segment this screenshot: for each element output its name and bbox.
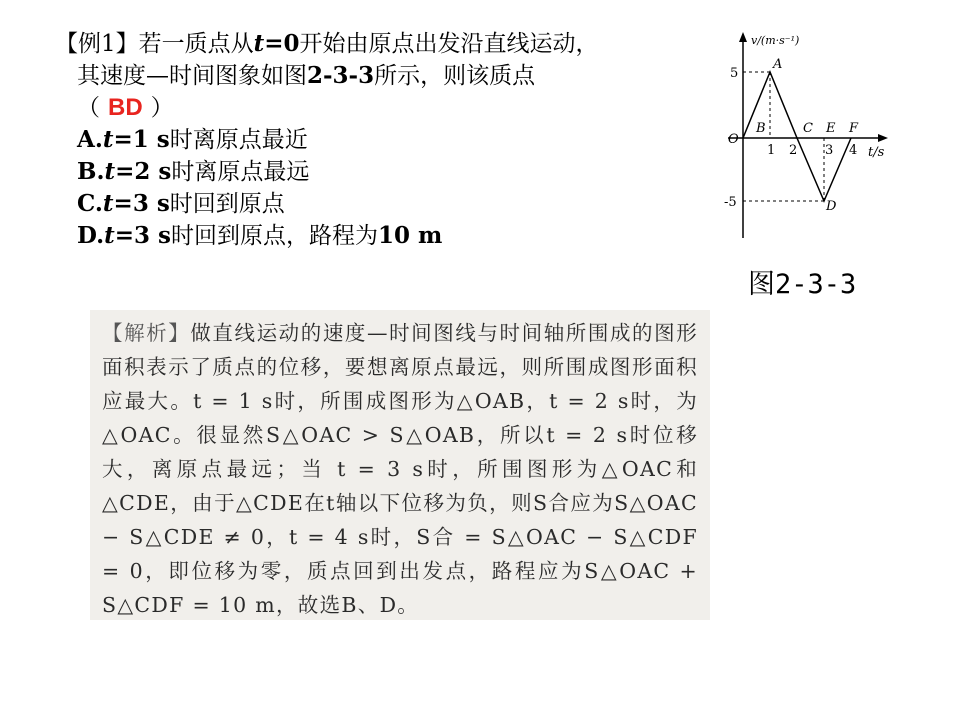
- option-value: =3 s: [113, 190, 170, 217]
- solution-box: [90, 310, 710, 620]
- option-text: 时回到原点: [169, 191, 285, 217]
- option-d: [55, 220, 705, 252]
- option-letter: D.: [77, 222, 105, 249]
- point-e-label: E: [826, 121, 836, 136]
- option-value: =3 s: [114, 222, 171, 249]
- y-axis-label: v/(m·s⁻¹): [751, 34, 800, 47]
- point-f-label: F: [849, 121, 859, 136]
- option-letter: B.: [77, 158, 105, 185]
- t0-value: =0: [264, 30, 300, 57]
- y-tick-5: 5: [730, 66, 739, 81]
- answer-line: [55, 92, 705, 124]
- solution-text: 做直线运动的速度—时间图线与时间轴所围成的图形面积表示了质点的位移，要想离原点最远，则所围成图形面积应最大。t = 1 s时，所围成图形为△OAB，t = 2 s时，为△OAC。很显然S△OAC > S△OAB，所以t = 2 s时位移大，离原点最远；当 t = 3 s时，所围图形为△OAC和△CDE，由于△CDE在t轴以下位移为负，则S合应为S△OAC − S△CDE ≠ 0，t = 4 s时，S合 = S△OAC − S△CDF = 0，即位移为零，质点回到出发点，路程应为S△OAC + S△CDF = 10 m，故选B、D。: [102, 321, 698, 617]
- question-line2-text: 其速度—时间图象如图: [77, 63, 307, 89]
- question-prefix: 【例1】若一质点从: [55, 31, 254, 57]
- question-block: [55, 28, 705, 252]
- velocity-line: [743, 72, 851, 201]
- solution-tag: 【解析】: [102, 321, 191, 345]
- solution-paragraph: [90, 310, 710, 622]
- question-line-1: [55, 28, 705, 60]
- paren-open: （: [77, 95, 100, 121]
- question-line2-rest: 所示，则该质点: [374, 63, 536, 89]
- x-tick-3: 3: [825, 143, 834, 158]
- x-tick-1: 1: [767, 143, 776, 158]
- x-tick-2: 2: [789, 143, 798, 158]
- option-a: [55, 124, 705, 156]
- option-c: [55, 188, 705, 220]
- answer-text: BD: [108, 94, 143, 121]
- option-letter: A.: [77, 126, 103, 153]
- option-b: [55, 156, 705, 188]
- x-axis-arrow-icon: [878, 134, 888, 142]
- point-a-label: A: [773, 57, 783, 72]
- point-c-label: C: [803, 121, 813, 136]
- figure-caption: 图2-3-3: [748, 269, 857, 300]
- question-line1-rest: 开始由原点出发沿直线运动，: [299, 31, 599, 57]
- figure-ref: 2-3-3: [307, 62, 375, 89]
- vt-graph: [718, 28, 898, 243]
- x-axis-label: t/s: [868, 145, 885, 160]
- t-symbol: t: [104, 158, 116, 185]
- option-text: 时离原点最远: [171, 159, 310, 185]
- t-symbol: t: [102, 190, 114, 217]
- question-line-2: [55, 60, 705, 92]
- t-symbol: t: [253, 30, 265, 57]
- point-b-label: B: [756, 121, 766, 136]
- option-value: =2 s: [115, 158, 172, 185]
- t-symbol: t: [104, 222, 115, 249]
- y-axis-arrow-icon: [739, 32, 747, 42]
- origin-label: O: [728, 132, 739, 147]
- option-text: 时回到原点，路程为: [171, 223, 378, 249]
- option-text: 时离原点最近: [169, 127, 308, 153]
- y-tick-neg5: -5: [724, 195, 737, 210]
- t-symbol: t: [102, 126, 114, 153]
- paren-close: ）: [150, 95, 174, 121]
- option-value: =1 s: [113, 126, 170, 153]
- option-letter: C.: [77, 190, 103, 217]
- x-tick-4: 4: [849, 143, 858, 158]
- option-extra: 10 m: [378, 222, 443, 249]
- point-d-label: D: [826, 199, 837, 214]
